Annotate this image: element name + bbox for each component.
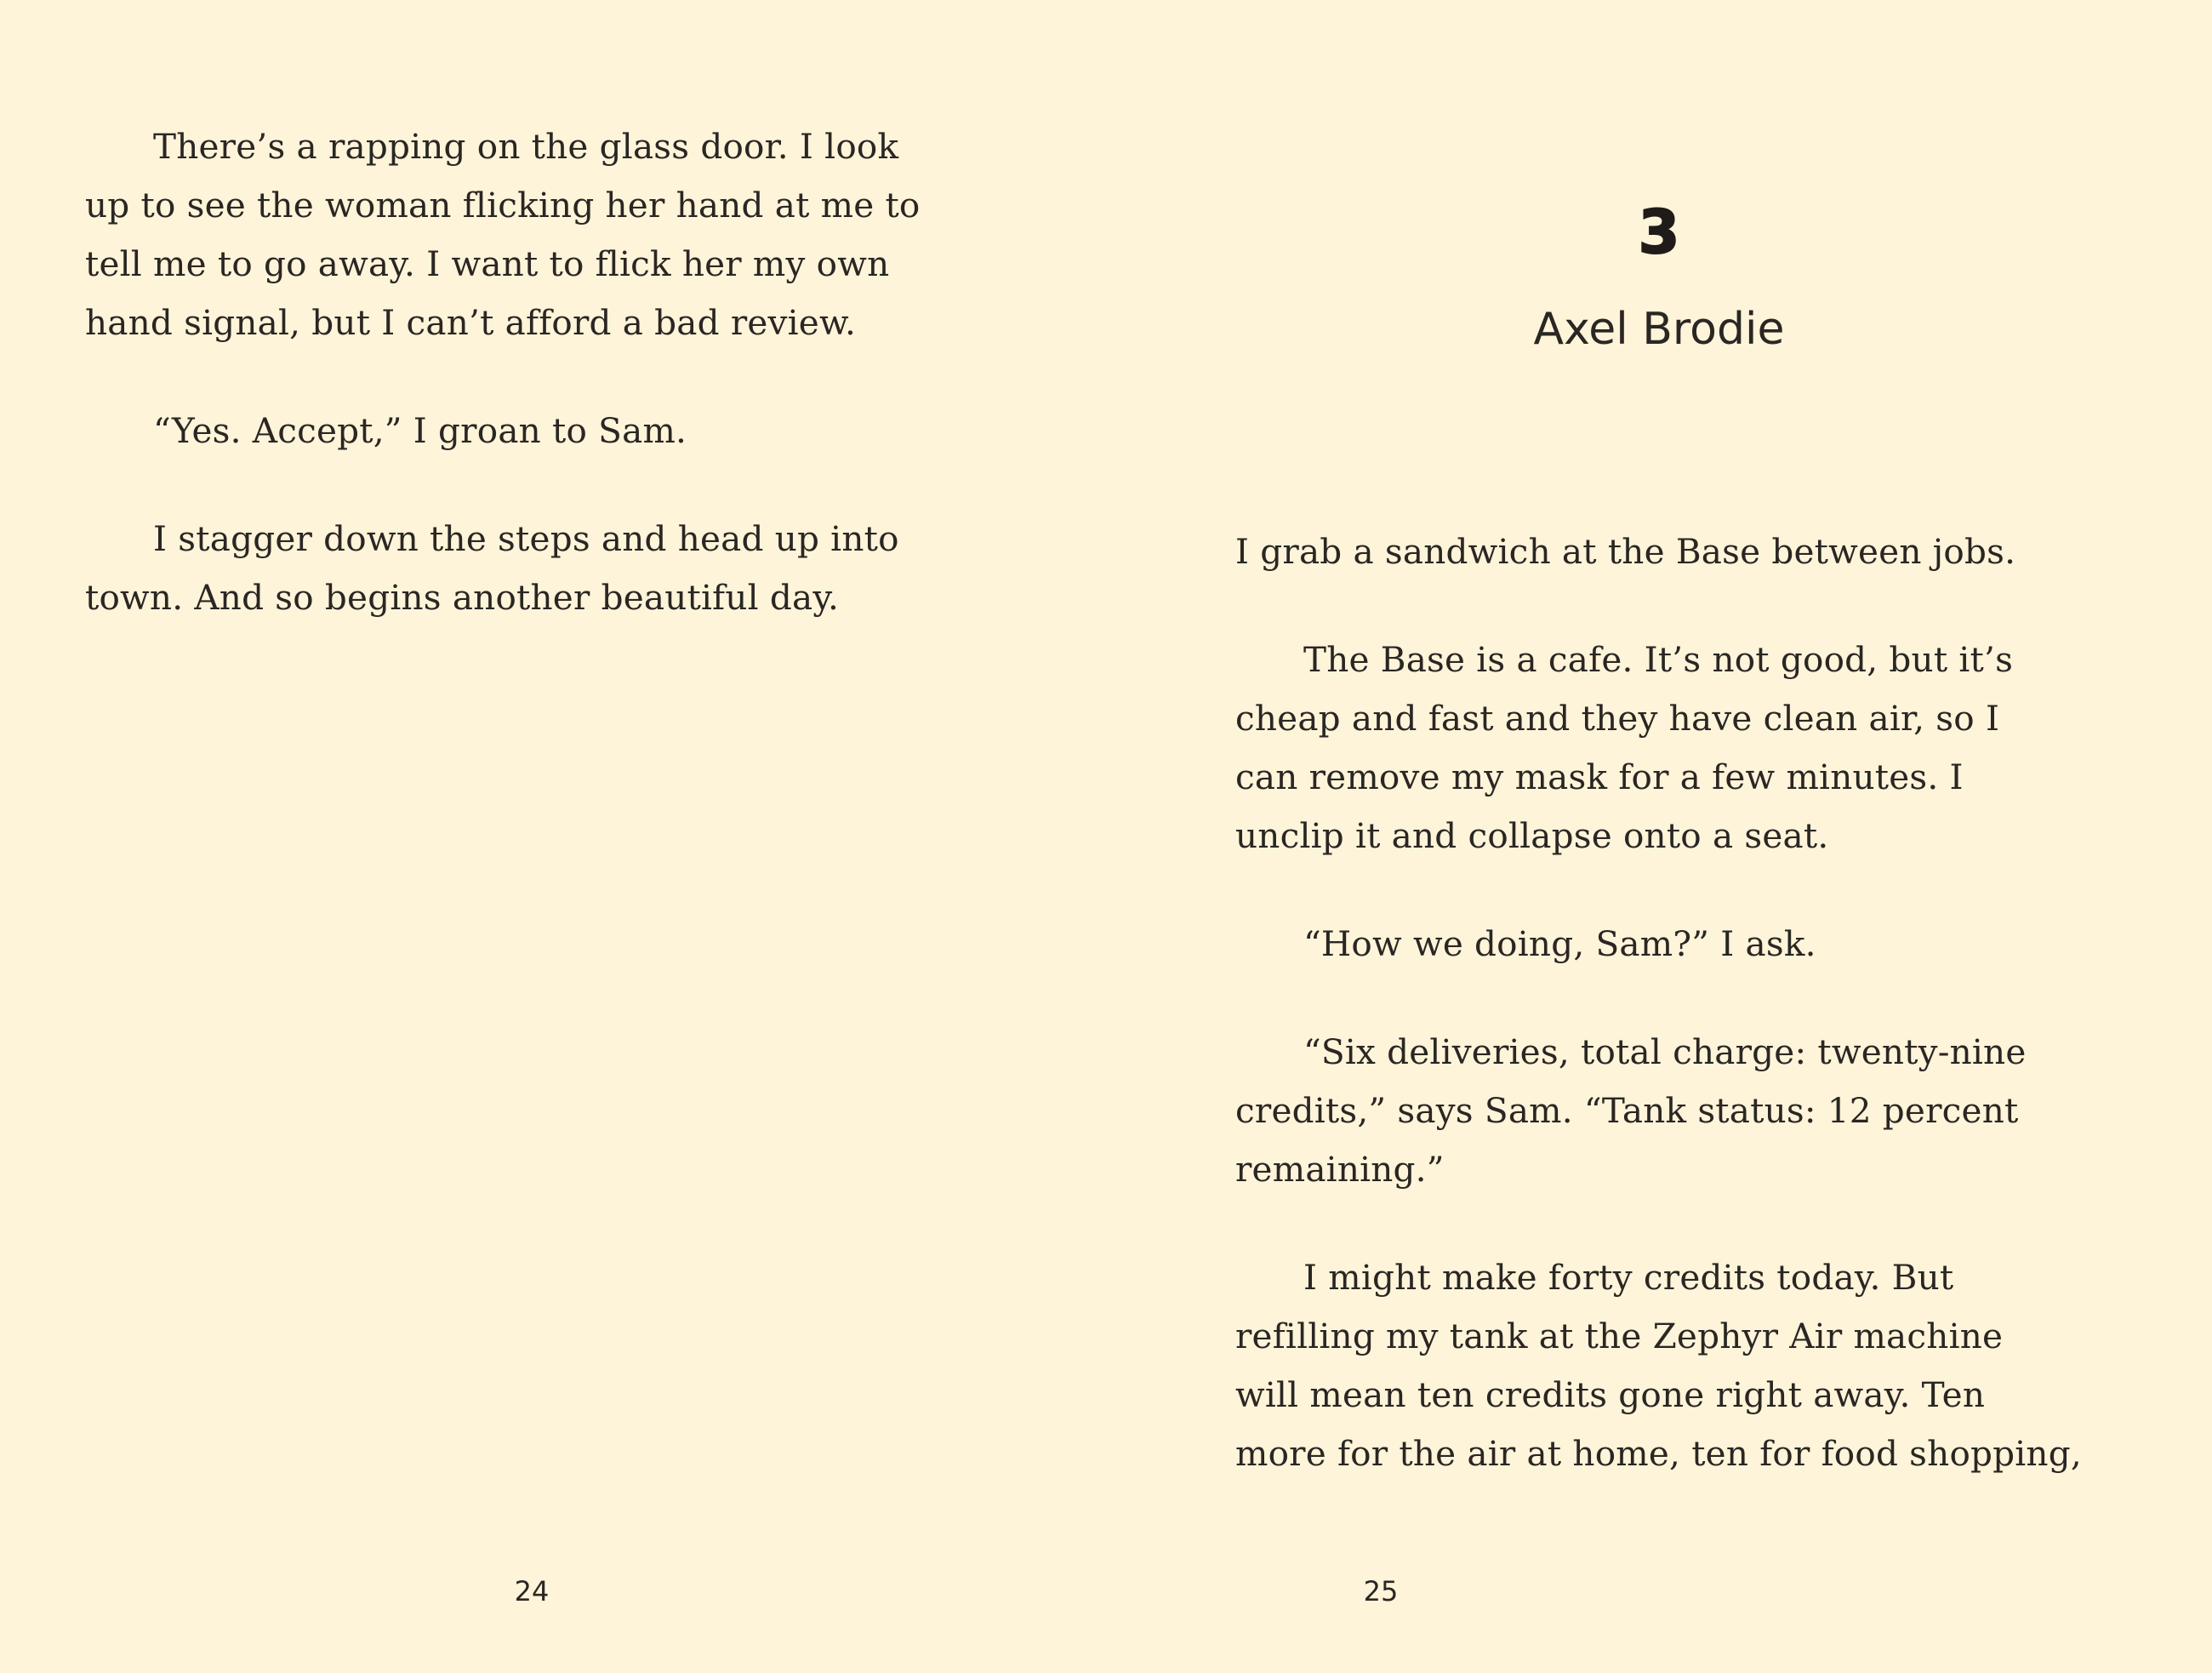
- right-page: [1106, 0, 2212, 1673]
- page-number: 24: [514, 1575, 550, 1607]
- paragraph: There’s a rapping on the glass door. I look up to see the woman flicking her hand at me to tell me to go away. I want to flick her my own hand signal, but I can’t afford a bad review.: [85, 126, 921, 343]
- paragraph: The Base is a cafe. It’s not good, but it’s cheap and fast and they have clean air, so I can remove my mask for a few minutes. I unclip it and collapse onto a seat.: [1235, 639, 2014, 856]
- left-page-text: [85, 117, 987, 677]
- right-page-text: [1235, 522, 2137, 1533]
- paragraph: “Six deliveries, total charge: twenty-nine credits,” says Sam. “Tank status: 12 percent remaining.”: [1235, 1031, 2027, 1190]
- paragraph: I might make forty credits today. But refilling my tank at the Zephyr Air machine will mean ten credits gone right away. Ten more for the air at home, ten for food shopping,: [1235, 1257, 2082, 1474]
- paragraph: I grab a sandwich at the Base between jobs.: [1235, 531, 2016, 572]
- chapter-number: 3: [1638, 197, 1680, 267]
- chapter-title: Axel Brodie: [1533, 304, 1785, 355]
- paragraph: “How we doing, Sam?” I ask.: [1303, 923, 1816, 964]
- paragraph: “Yes. Accept,” I groan to Sam.: [153, 410, 687, 451]
- page-number: 25: [1363, 1575, 1399, 1607]
- paragraph: I stagger down the steps and head up into town. And so begins another beautiful day.: [85, 518, 899, 618]
